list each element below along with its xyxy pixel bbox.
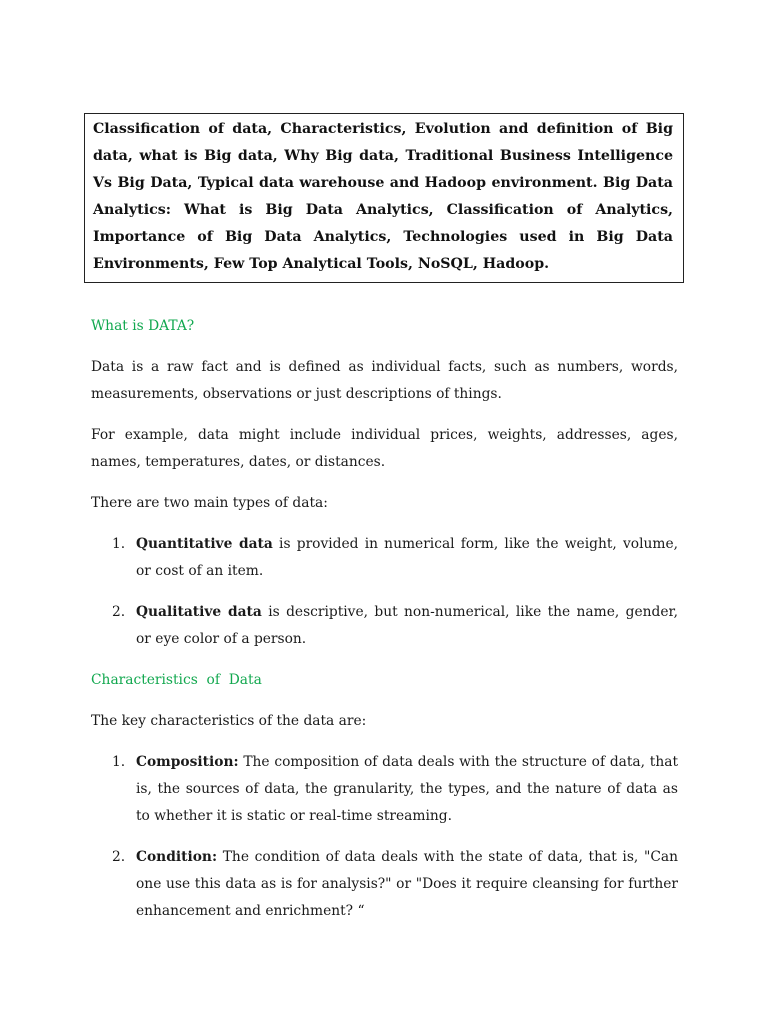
section-heading-characteristics: Characteristics of Data bbox=[91, 672, 262, 688]
definition-qualitative-data: is descriptive, but non-numerical, like the name, gender, or eye color of a person. bbox=[136, 604, 678, 647]
characteristics-list bbox=[91, 749, 678, 925]
term-qualitative-data: Qualitative data bbox=[136, 604, 262, 620]
paragraph-data-example: For example, data might include individual prices, weights, addresses, ages, names, temperatures, dates, or distances. bbox=[91, 427, 678, 470]
section-heading-what-is-data: What is DATA? bbox=[91, 318, 195, 334]
syllabus-text: Classification of data, Characteristics, Evolution and definition of Big data, what is Big data, Why Big data, Traditional Business Intelligence Vs Big Data, Typical data warehouse and Hadoop environment. Big Data Analytics: What is Big Data Analytics, Classification of Analytics, Importance of Big Data Analytics, Technologies used in Big Data Environments, Few Top Analytical Tools, NoSQL, Hadoop. bbox=[93, 121, 673, 272]
definition-composition: The composition of data deals with the structure of data, that is, the sources of data, the granularity, the types, and the nature of data as to whether it is static or real-time streaming. bbox=[136, 754, 678, 824]
paragraph-characteristics-intro: The key characteristics of the data are: bbox=[91, 713, 367, 729]
term-composition: Composition: bbox=[136, 754, 239, 770]
list-item-condition bbox=[91, 844, 678, 925]
definition-condition: The condition of data deals with the state of data, that is, "Can one use this data as is for analysis?" or "Does it require cleansing for further enhancement and enrichment? “ bbox=[136, 849, 678, 919]
term-condition: Condition: bbox=[136, 849, 218, 865]
list-number: 2. bbox=[112, 604, 126, 620]
list-number: 2. bbox=[112, 849, 126, 865]
data-types-list bbox=[91, 531, 678, 653]
list-item-qualitative bbox=[91, 599, 678, 653]
paragraph-data-types-intro: There are two main types of data: bbox=[91, 495, 328, 511]
syllabus-box bbox=[84, 113, 684, 283]
document-body bbox=[91, 313, 678, 939]
list-number: 1. bbox=[112, 536, 126, 552]
list-number: 1. bbox=[112, 754, 126, 770]
term-quantitative-data: Quantitative data bbox=[136, 536, 273, 552]
list-item-composition bbox=[91, 749, 678, 830]
definition-quantitative-data: is provided in numerical form, like the weight, volume, or cost of an item. bbox=[136, 536, 679, 579]
paragraph-data-definition: Data is a raw fact and is defined as individual facts, such as numbers, words, measurements, observations or just descriptions of things. bbox=[91, 359, 678, 402]
list-item-quantitative bbox=[91, 531, 678, 585]
